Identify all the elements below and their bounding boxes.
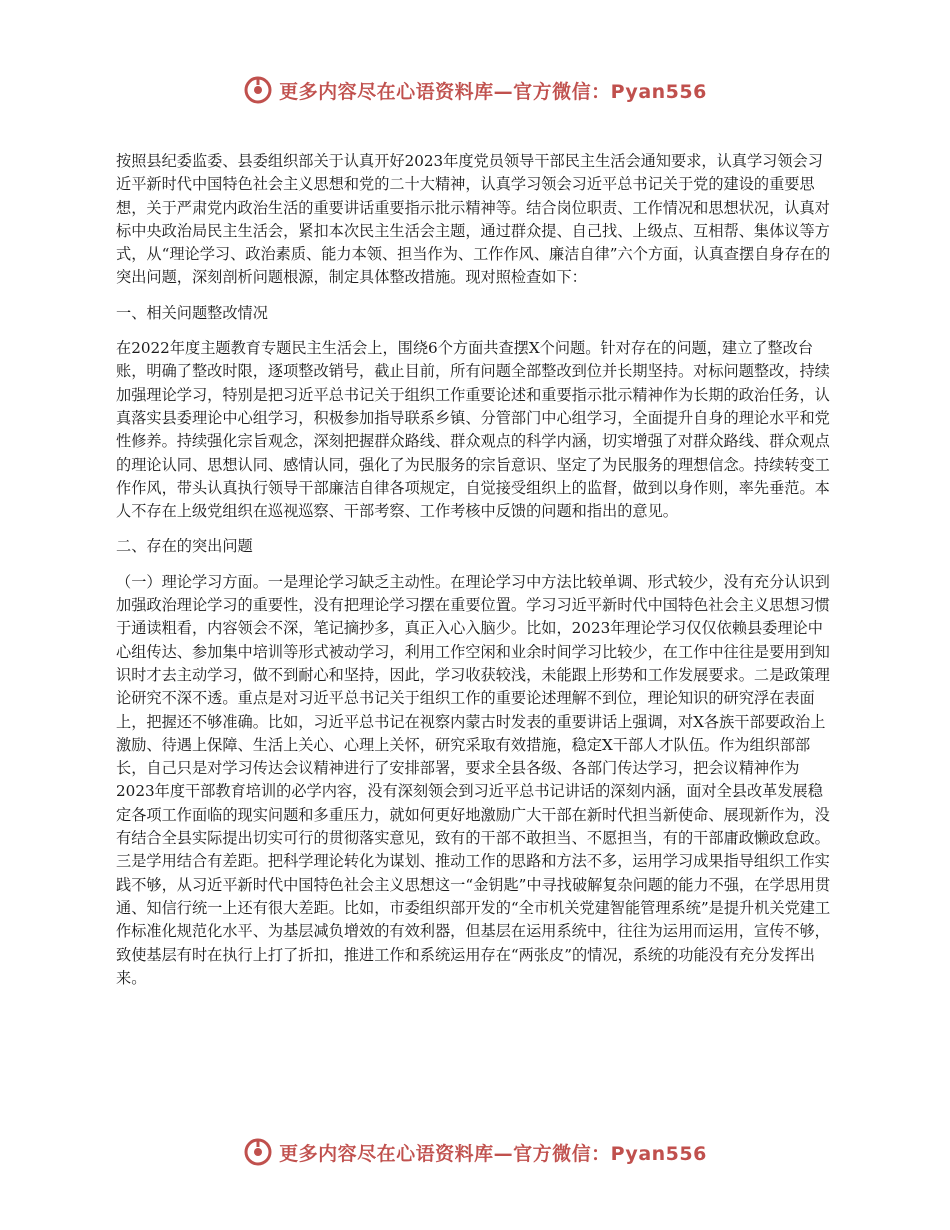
brand-logo-icon [243,1137,273,1167]
footer-watermark-banner [0,1132,950,1172]
watermark-text: 更多内容尽在心语资料库—官方微信：Pyan556 [279,80,707,103]
section-heading-1: 一、相关问题整改情况 [116,303,268,322]
watermark-text: 更多内容尽在心语资料库—官方微信：Pyan556 [279,1142,707,1165]
section-heading-2: 二、存在的突出问题 [116,537,253,556]
intro-paragraph: 按照县纪委监委、县委组织部关于认真开好2023年度党员领导干部民主生活会通知要求，认真学习领会习近平新时代中国特色社会主义思想和党的二十大精神，认真学习领会习近平总书记关于党的建设的重要思想，关于严肃党内政治生活的重要讲话重要指示批示精神等。结合岗位职责、工作情况和思想状况，认真对标中央政治局民主生活会，紧扣本次民主生活会主题，通过群众提、自己找、上级点、互相帮、集体议等方式，从“理论学习、政治素质、能力本领、担当作为、工作作风、廉洁自律”六个方面，认真查摆自身存在的突出问题，深刻剖析问题根源，制定具体整改措施。现对照检查如下： [116,152,831,287]
header-watermark-banner [0,70,950,110]
section1-paragraph: 在2022年度主题教育专题民主生活会上，围绕6个方面共查摆X个问题。针对存在的问题，建立了整改台账，明确了整改时限，逐项整改销号，截止目前，所有问题全部整改到位并长期坚持。对标问题整改，持续加强理论学习，特别是把习近平总书记关于组织工作重要论述和重要指示批示精神作为长期的政治任务，认真落实县委理论中心组学习，积极参加指导联系乡镇、分管部门中心组学习，全面提升自身的理论水平和党性修养。持续强化宗旨观念，深刻把握群众路线、群众观点的科学内涵，切实增强了对群众路线、群众观点的理论认同、思想认同、感情认同，强化了为民服务的宗旨意识、坚定了为民服务的理想信念。持续转变工作作风，带头认真执行领导干部廉洁自律各项规定，自觉接受组织上的监督，做到以身作则，率先垂范。本人不存在上级党组织在巡视巡察、干部考察、工作考核中反馈的问题和指出的意见。 [116,339,830,521]
section2-paragraph: （一）理论学习方面。一是理论学习缺乏主动性。在理论学习中方法比较单调、形式较少，没有充分认识到加强政治理论学习的重要性，没有把理论学习摆在重要位置。学习习近平新时代中国特色社会主义思想习惯于通读粗看，内容领会不深，笔记摘抄多，真正入心入脑少。比如，2023年理论学习仅仅依赖县委理论中心组传达、参加集中培训等形式被动学习，利用工作空闲和业余时间学习比较少，在工作中往往是要用到知识时才去主动学习，做不到耐心和坚持，因此，学习收获较浅，未能跟上形势和工作发展要求。二是政策理论研究不深不透。重点是对习近平总书记关于组织工作的重要论述理解不到位，理论知识的研究浮在表面上，把握还不够准确。比如，习近平总书记在视察内蒙古时发表的重要讲话上强调，对X各族干部要政治上激励、待遇上保障、生活上关心、心理上关怀，研究采取有效措施，稳定X干部人才队伍。作为组织部部长，自己只是对学习传达会议精神进行了安排部署，要求全县各级、各部门传达学习，把会议精神作为2023年度干部教育培训的必学内容，没有深刻领会到习近平总书记讲话的深刻内涵，面对全县改革发展稳定各项工作面临的现实问题和多重压力，就如何更好地激励广大干部在新时代担当新使命、展现新作为，没有结合全县实际提出切实可行的贯彻落实意见，致有的干部不敢担当、不愿担当，有的干部庸政懒政怠政。三是学用结合有差距。把科学理论转化为谋划、推动工作的思路和方法不多，运用学习成果指导组织工作实践不够，从习近平新时代中国特色社会主义思想这一“金钥匙”中寻找破解复杂问题的能力不强，在学思用贯通、知信行统一上还有很大差距。比如，市委组织部开发的“全市机关党建智能管理系统”是提升机关党建工作标准化规范化水平、为基层减负增效的有效利器，但基层在运用系统中，往往为运用而运用，宣传不够，致使基层有时在执行上打了折扣，推进工作和系统运用存在“两张皮”的情况，系统的功能没有充分发挥出来。 [116,572,831,987]
brand-logo-icon [243,75,273,105]
document-body [116,150,836,990]
